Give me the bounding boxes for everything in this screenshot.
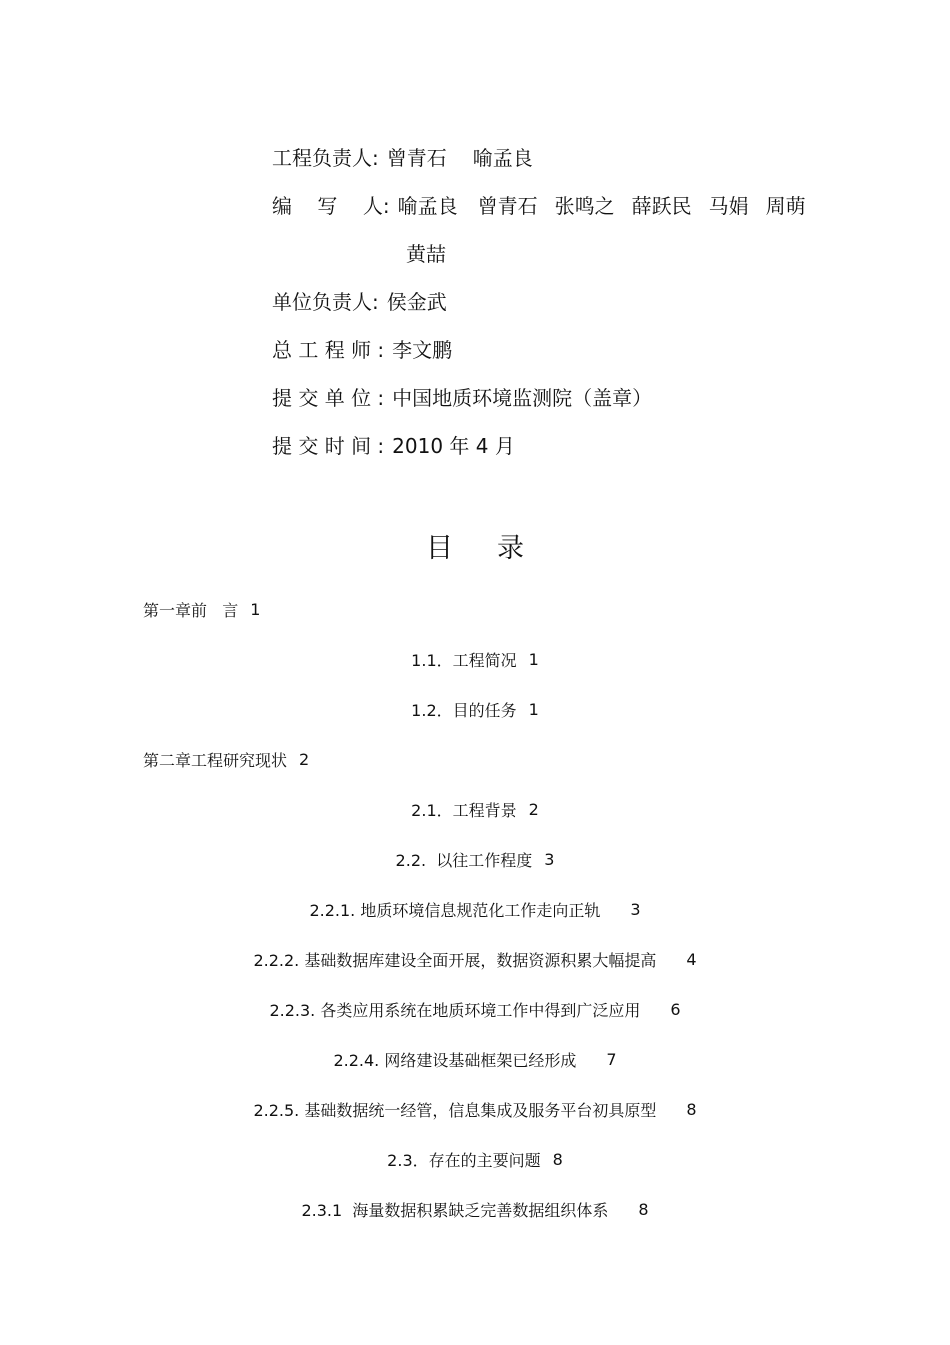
person-name: 喻孟良 <box>397 194 458 218</box>
table-of-contents <box>0 584 950 1234</box>
toc-entry-text: 2.1．工程背景 <box>411 800 517 820</box>
toc-entry[interactable] <box>0 1084 950 1134</box>
toc-entry-text: 2.2.3. 各类应用系统在地质环境工作中得到广泛应用 <box>269 1000 641 1020</box>
toc-entry-page: 8 <box>552 1149 563 1169</box>
credit-value: 中国地质环境监测院（盖章） <box>392 386 653 410</box>
toc-entry-page: 1 <box>528 649 539 669</box>
credit-value: 李文鹏 <box>392 338 453 362</box>
toc-entry-text: 2.2.2. 基础数据库建设全面开展，数据资源积累大幅提高 <box>253 950 657 970</box>
person-name: 张鸣之 <box>554 194 615 218</box>
toc-entry-page: 2 <box>299 749 310 769</box>
credit-names <box>398 190 806 219</box>
credit-chief-engineer <box>272 334 872 382</box>
toc-entry-page: 1 <box>528 699 539 719</box>
toc-entry-page: 4 <box>686 949 697 969</box>
toc-entry-text: 2.2.4. 网络建设基础框架已经形成 <box>333 1050 577 1070</box>
toc-entry-text: 2.2.5. 基础数据统一经管，信息集成及服务平台初具原型 <box>253 1100 657 1120</box>
credit-value: 侯金武 <box>386 290 447 314</box>
toc-entry-page: 1 <box>250 599 261 619</box>
toc-entry-text: 2.3．存在的主要问题 <box>387 1150 541 1170</box>
credit-submission-time <box>272 430 872 478</box>
toc-entry-page: 2 <box>528 799 539 819</box>
credit-unit-leader <box>272 286 872 334</box>
toc-entry[interactable] <box>0 734 950 784</box>
toc-entry-page: 8 <box>638 1199 649 1219</box>
credit-writers-continuation <box>272 238 872 286</box>
person-name: 喻孟良 <box>472 146 533 170</box>
toc-entry[interactable] <box>0 834 950 884</box>
toc-entry[interactable] <box>0 884 950 934</box>
credits-block <box>272 142 872 478</box>
toc-entry[interactable] <box>0 1034 950 1084</box>
credit-writers <box>272 190 872 238</box>
person-name: 曾青石 <box>386 146 447 170</box>
credit-label: 单位负责人: <box>272 290 379 314</box>
toc-entry-text: 第二章工程研究现状 <box>143 750 288 770</box>
credit-label: 提 交 时 间 : <box>272 434 385 458</box>
toc-entry-page: 3 <box>630 899 641 919</box>
toc-entry[interactable] <box>0 584 950 634</box>
toc-entry-page: 6 <box>670 999 681 1019</box>
person-name: 曾青石 <box>477 194 538 218</box>
person-name: 黄喆 <box>406 242 446 266</box>
person-name: 周萌 <box>765 194 806 218</box>
toc-entry[interactable] <box>0 934 950 984</box>
credit-project-leader <box>272 142 872 190</box>
toc-entry-text: 第一章前 言 <box>143 600 239 620</box>
toc-title: 目录 <box>426 533 568 564</box>
credit-submitting-unit <box>272 382 872 430</box>
toc-entry[interactable] <box>0 1184 950 1234</box>
toc-entry-text: 1.1．工程简况 <box>411 650 517 670</box>
toc-entry-text: 2.2.1. 地质环境信息规范化工作走向正轨 <box>309 900 601 920</box>
credit-label: 总 工 程 师 : <box>272 338 385 362</box>
toc-entry[interactable] <box>0 684 950 734</box>
toc-entry-page: 7 <box>606 1049 617 1069</box>
toc-entry-page: 8 <box>686 1099 697 1119</box>
person-name: 薛跃民 <box>631 194 692 218</box>
toc-entry-text: 2.2. 以往工作程度 <box>395 850 533 870</box>
credit-label: 工程负责人: <box>272 146 379 170</box>
toc-entry[interactable] <box>0 784 950 834</box>
credit-label: 提 交 单 位 : <box>272 386 385 410</box>
toc-entry-text: 1.2．目的任务 <box>411 700 517 720</box>
toc-entry[interactable] <box>0 634 950 684</box>
toc-entry[interactable] <box>0 984 950 1034</box>
credit-value: 2010 年 4 月 <box>392 434 515 458</box>
toc-entry-page: 3 <box>544 849 555 869</box>
toc-entry[interactable] <box>0 1134 950 1184</box>
credit-names <box>387 142 533 171</box>
credit-label: 编 写 人: <box>272 194 390 218</box>
toc-entry-text: 2.3.1 海量数据积累缺乏完善数据组织体系 <box>301 1200 609 1220</box>
person-name: 马娟 <box>708 194 749 218</box>
